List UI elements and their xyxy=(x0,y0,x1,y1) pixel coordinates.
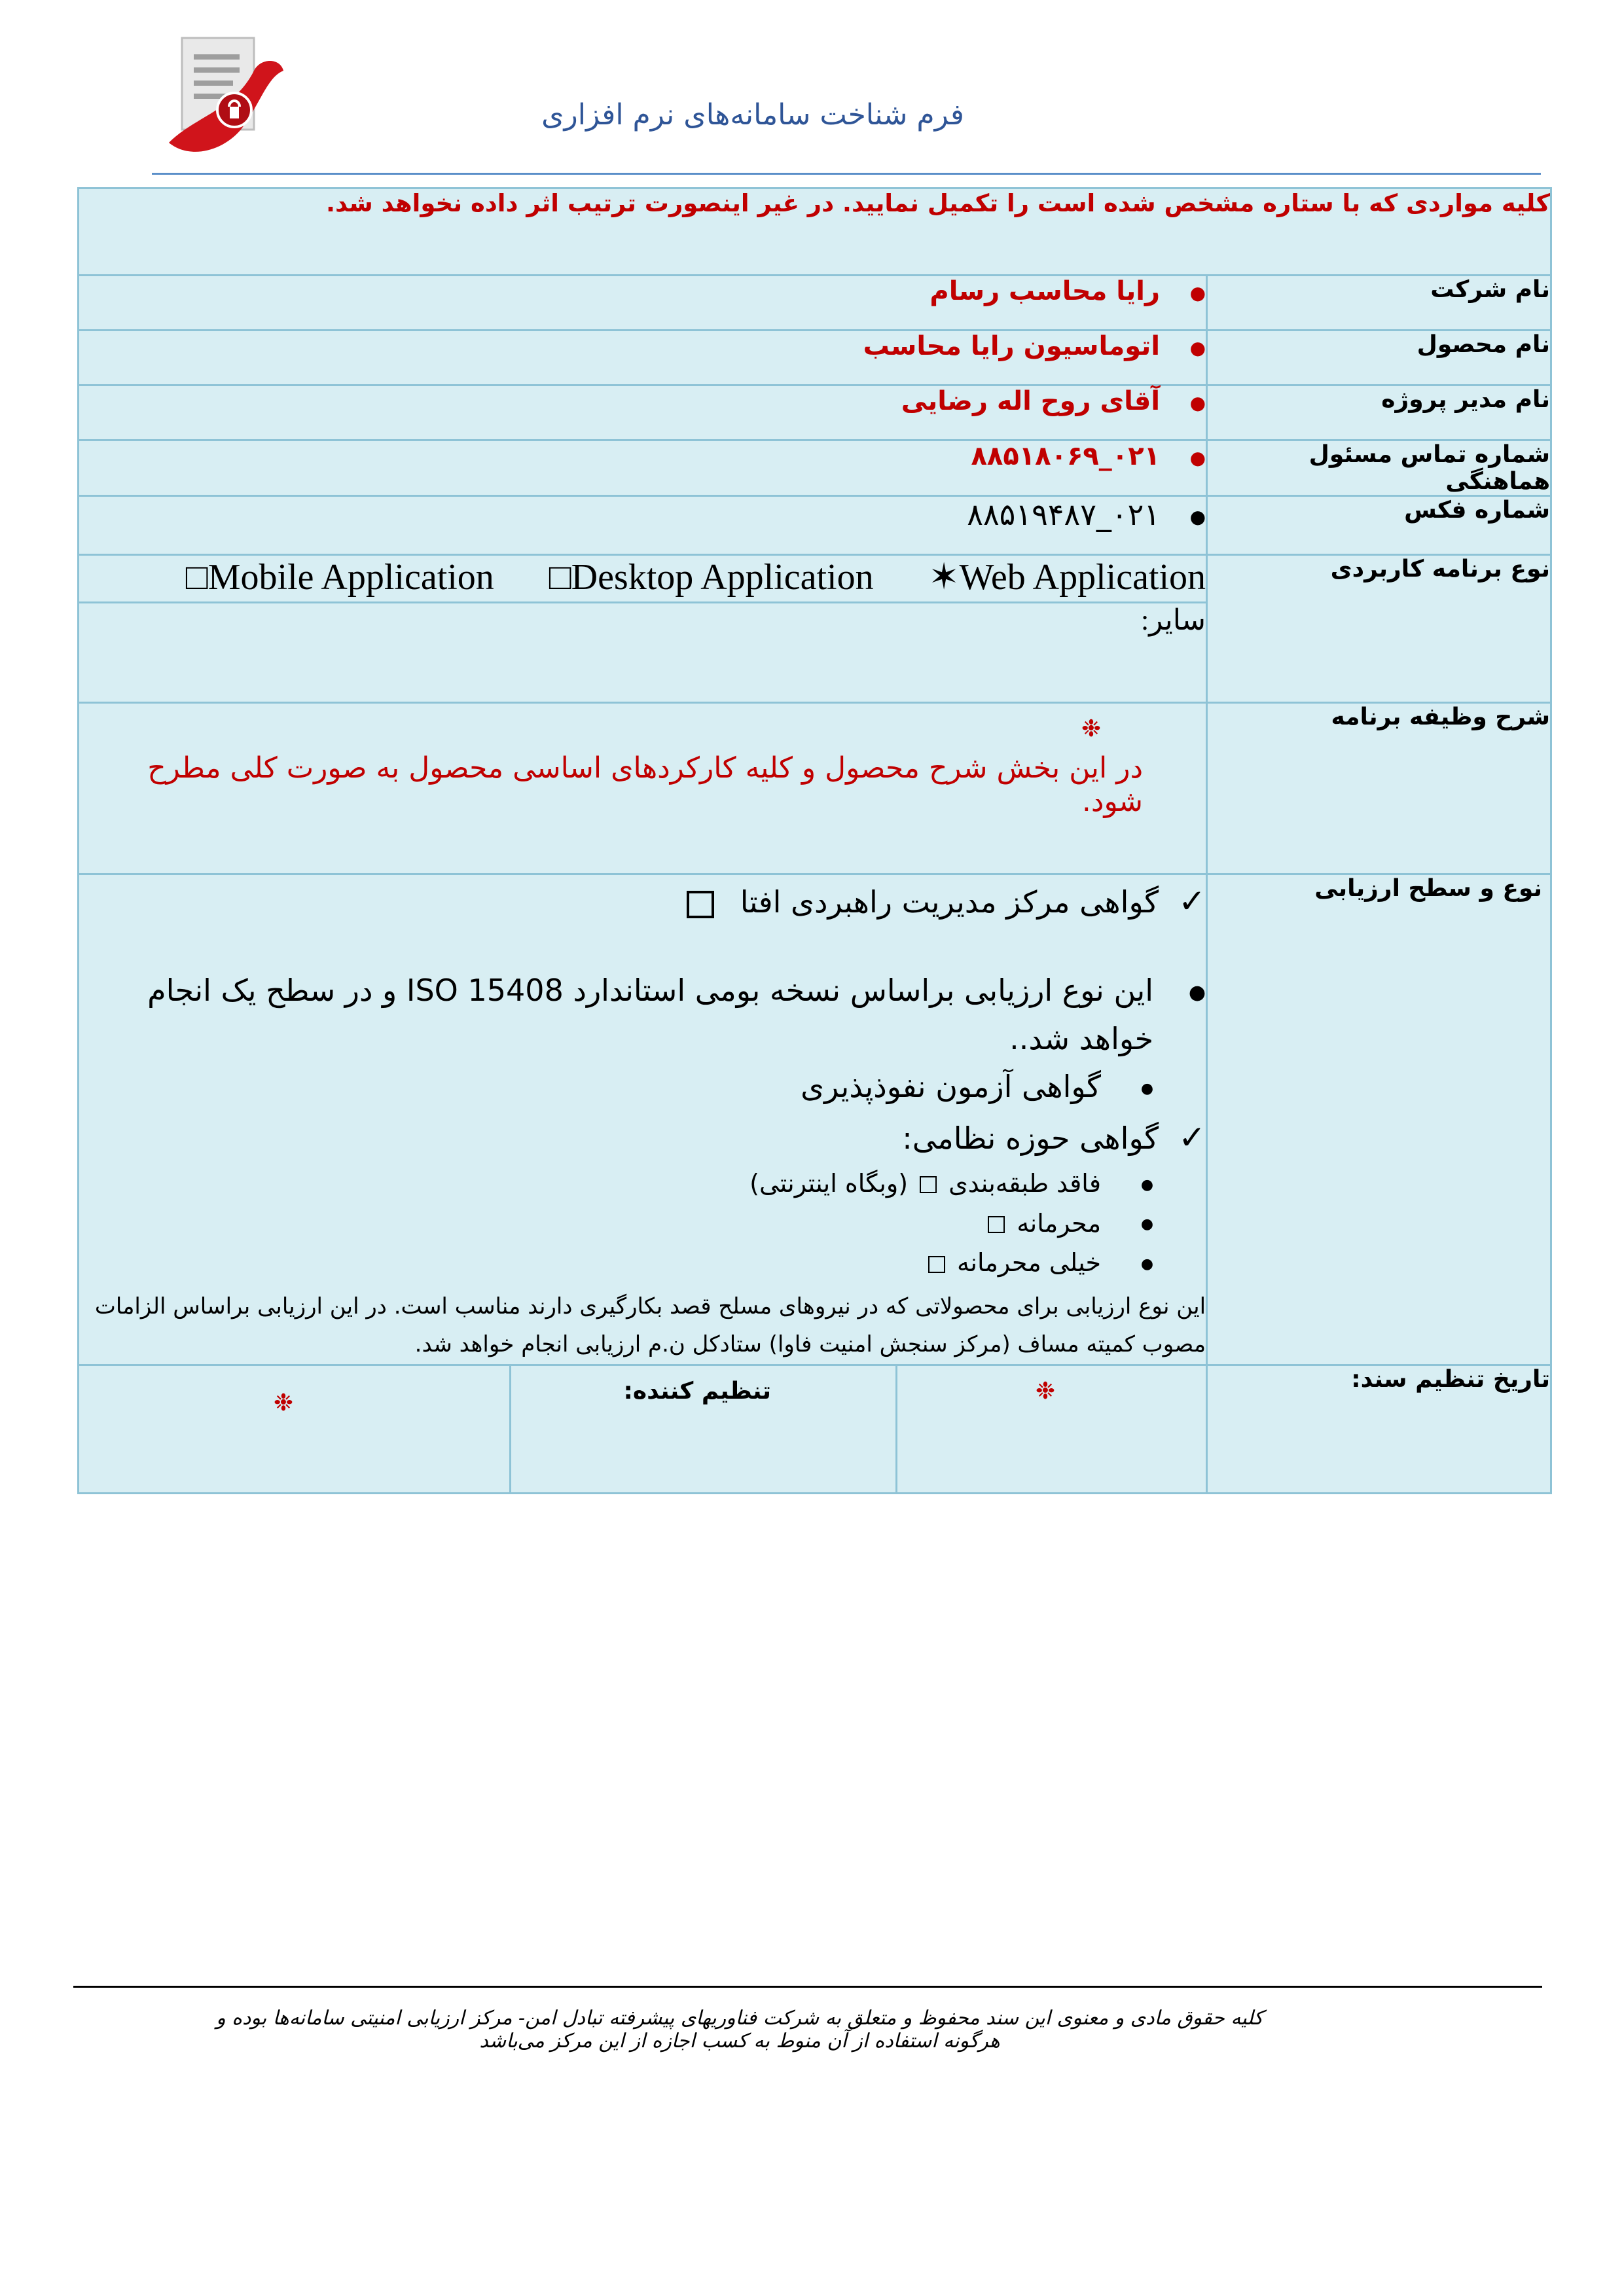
top-secret-checkbox[interactable] xyxy=(928,1256,945,1273)
product-name-value[interactable]: اتوماسیون رایا محاسب xyxy=(863,331,1161,361)
bullet-icon: ● xyxy=(1140,1256,1154,1273)
document-date-label: تاریخ تنظیم سند: xyxy=(1207,1365,1551,1493)
field-row-product xyxy=(79,331,1551,386)
field-row-company xyxy=(79,276,1551,331)
company-logo xyxy=(156,31,293,162)
option-desktop-application[interactable]: □Desktop Application xyxy=(549,557,874,598)
app-type-row xyxy=(79,555,1551,603)
fax-label: شماره فکس xyxy=(1207,496,1551,555)
afta-checkbox[interactable] xyxy=(687,891,714,918)
confidential-checkbox[interactable] xyxy=(988,1216,1005,1233)
evaluation-row xyxy=(79,874,1551,1365)
required-fields-notice: کلیه مواردی که با ستاره مشخص شده است را تکمیل نمایید. در غیر اینصورت ترتیب اثر داده نخواهد شد. xyxy=(79,188,1551,276)
bullet-icon: ● xyxy=(1140,1081,1154,1098)
field-row-fax xyxy=(79,496,1551,555)
doc-info-row xyxy=(79,1365,1551,1493)
document-author-label: تنظیم کننده: xyxy=(623,1377,772,1405)
checkmark-icon: ✓ xyxy=(1178,882,1206,920)
fax-value[interactable]: ۰۲۱_۸۸۵۱۹۴۸۷ xyxy=(967,497,1161,532)
required-star-icon: ❉ xyxy=(1081,715,1102,742)
description-row xyxy=(79,703,1551,874)
confidential-option[interactable]: محرمانه xyxy=(1017,1208,1102,1238)
military-evaluation-note-1: این نوع ارزیابی برای محصولاتی که در نیروهای مسلح قصد بکارگیری دارند مناسب است. در این ارزیابی براساس الزامات xyxy=(94,1293,1206,1320)
penetration-test-option[interactable]: گواهی آزمون نفوذپذیری xyxy=(801,1069,1102,1105)
military-certificate-option[interactable]: گواهی حوزه نظامی: xyxy=(902,1120,1159,1156)
app-type-label: نوع برنامه کاربردی xyxy=(1207,555,1551,703)
military-evaluation-note-2: مصوب کمیته مساف (مرکز سنجش امنیت فاوا) ستادکل ن.م ارزیابی انجام خواهد شد. xyxy=(414,1331,1206,1357)
project-manager-value[interactable]: آقای روح اله رضایی xyxy=(901,386,1161,416)
company-name-value[interactable]: رایا محاسب رسام xyxy=(929,276,1161,306)
top-secret-option[interactable]: خیلی محرمانه xyxy=(957,1248,1102,1278)
notice-row xyxy=(79,188,1551,276)
copyright-footer: کلیه حقوق مادی و معنوی این سند محفوظ و متعلق به شرکت فناوریهای پیشرفته تبادل امن- مرکز ارزیابی امنیتی سامانه‌ها بوده و هرگونه استفاده از آن منوط به کسب اجازه از این مرکز می‌باشد xyxy=(216,2007,1263,2053)
header-divider xyxy=(152,173,1541,175)
option-web-application[interactable]: ✶Web Application xyxy=(928,557,1206,598)
checkmark-icon: ✓ xyxy=(1178,1118,1206,1157)
unclassified-note: (وبگاه اینترنتی) xyxy=(749,1168,909,1198)
contact-phone-label: شماره تماس مسئول هماهنگی xyxy=(1207,440,1551,496)
page-title: فرم شناخت سامانه‌های نرم افزاری xyxy=(541,98,964,132)
bullet-icon: ● xyxy=(1189,391,1206,414)
unclassified-option[interactable]: فاقد طبقه‌بندی xyxy=(948,1168,1102,1198)
bullet-icon: ● xyxy=(1189,281,1206,304)
contact-phone-value[interactable]: ۰۲۱_۸۸۵۱۸۰۶۹ xyxy=(971,441,1161,471)
other-app-type-field[interactable]: سایر: xyxy=(1141,604,1206,636)
iso-evaluation-text-1: این نوع ارزیابی براساس نسخه بومی استاندارد ISO 15408 و در سطح یک انجام xyxy=(147,973,1154,1008)
bullet-icon: ● xyxy=(1140,1176,1154,1193)
required-star-icon[interactable]: ❉ xyxy=(1035,1377,1056,1405)
iso-evaluation-text-2: خواهد شد.. xyxy=(1009,1020,1154,1056)
project-manager-label: نام مدیر پروژه xyxy=(1207,386,1551,440)
field-row-manager xyxy=(79,386,1551,440)
afta-certificate-option[interactable]: گواهی مرکز مدیریت راهبردی افتا xyxy=(740,884,1159,920)
description-label: شرح وظیفه برنامه xyxy=(1207,703,1551,874)
unclassified-checkbox[interactable] xyxy=(920,1176,937,1193)
option-mobile-application[interactable]: □Mobile Application xyxy=(185,557,494,598)
software-identification-form xyxy=(77,187,1552,1494)
bullet-icon: ● xyxy=(1189,336,1206,359)
bullet-icon: ● xyxy=(1140,1216,1154,1233)
field-row-phone xyxy=(79,440,1551,496)
required-star-icon[interactable]: ❉ xyxy=(273,1389,294,1416)
company-name-label: نام شرکت xyxy=(1207,276,1551,331)
footer-divider xyxy=(73,1986,1542,1988)
bullet-icon: ● xyxy=(1189,446,1206,469)
bullet-icon: ● xyxy=(1188,980,1206,1004)
evaluation-label: نوع و سطح ارزیابی xyxy=(1207,874,1551,1365)
description-text[interactable]: در این بخش شرح محصول و کلیه کارکردهای اساسی محصول به صورت کلی مطرح شود. xyxy=(147,751,1144,818)
bullet-icon: ● xyxy=(1189,506,1206,528)
product-name-label: نام محصول xyxy=(1207,331,1551,386)
